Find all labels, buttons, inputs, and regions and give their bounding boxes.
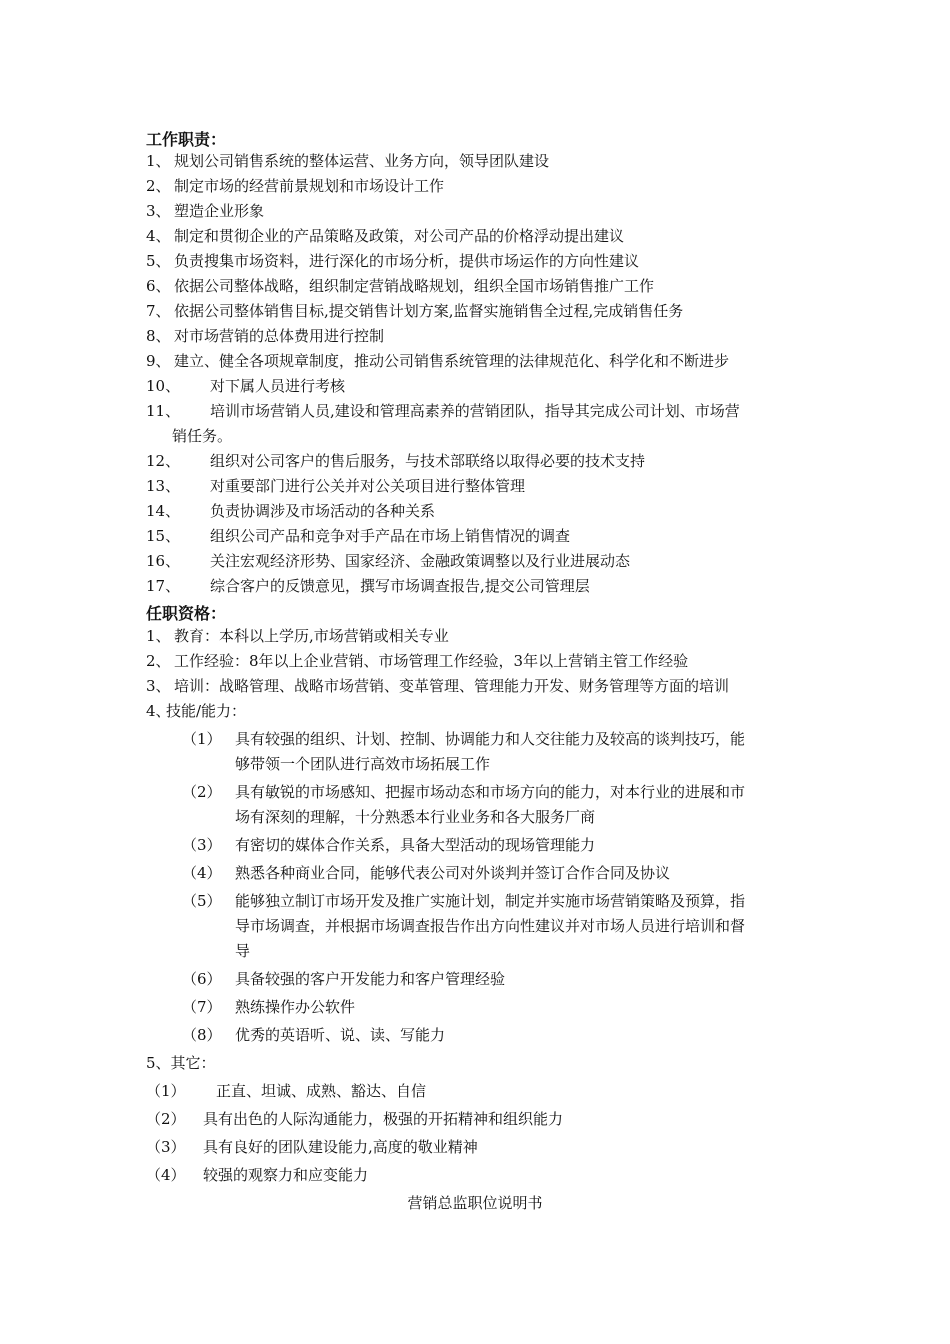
skill-text: 导市场调查，并根据市场调查报告作出方向性建议并对市场人员进行培训和督 <box>235 917 746 935</box>
skill-text: 导 <box>235 942 251 960</box>
skill-text: 场有深刻的理解，十分熟悉本行业业务和各大服务厂商 <box>235 808 596 826</box>
other-number: （4） <box>146 1166 186 1184</box>
skill-number: （1） <box>182 730 222 748</box>
other-text: 具有出色的人际沟通能力，极强的开拓精神和组织能力 <box>203 1110 564 1128</box>
other-number: （1） <box>146 1082 186 1100</box>
others-heading: 5、其它： <box>146 1054 216 1072</box>
duties-heading: 工作职责： <box>146 130 227 149</box>
skill-text: 优秀的英语听、说、读、写能力 <box>235 1026 446 1044</box>
document-page: 工作职责： 1、 规划公司销售系统的整体运营、业务方向，领导团队建设 2、 制定市场的经营前景规划和市场设计工作 3、 塑造企业形象 4、 制定和贯彻企业的产品策略及政策，对公司产品的价格浮动提出建议 5、 负责搜集市场资料，进行深化的市场分析，提供市场运作的方向性建议 6、 依据公司整体战略，组织制定营销战略规划，组织全国市场销售推广工作 7、 依据公司整体销售目标,提交销售计划方案,监督实施销售全过程,完成销售任务 8、 对市场营销的总体费用进行控制 9、 建立、健全各项规章制度，推动公司销售系统管理的法律规范化、科学化和不断进步 10、 对下属人员进行考核 11、 培训市场营销人员,建设和管理高素养的营销团队，指导其完成公司计划、市场营 销任务。 12、 组织对公司客户的售后服务，与技术部联络以取得必要的技术支持 13、 对重要部门进行公关并对公关项目进行整体管理 14、 负责协调涉及市场活动的各种关系 15、 组织公司产品和竞争对手产品在市场上销售情况的调查 16、 关注宏观经济形势、国家经济、金融政策调整以及行业进展动态 17、 综合客户的反馈意见，撰写市场调查报告,提交公司管理层 任职资格： 1、 教育：本科以上学历,市场营销或相关专业 2、 工作经验：8年以上企业营销、市场管理工作经验，3年以上营销主管工作经验 3、 培训：战略管理、战略市场营销、变革管理、管理能力开发、财务管理等方面的培训 4、 技能/能力： （1） 具有较强的组织、计划、控制、协调能力和人交往能力及较高的谈判技巧，能 够带领一个团队进行高效市场拓展工作 （2） 具有敏锐的市场感知、把握市场动态和市场方向的能力，对本行业的进展和市 场有深刻的理解，十分熟悉本行业业务和各大服务厂商 （3） 有密切的媒体合作关系，具备大型活动的现场管理能力 （4） 熟悉各种商业合同，能够代表公司对外谈判并签订合作合同及协议 （5） 能够独立制订市场开发及推广实施计划，制定并实施市场营销策略及预算，指 导市场调查，并根据市场调查报告作出方向性建议并对市场人员进行培训和督 导 （6） 具备较强的客户开发能力和客户管理经验 （7） 熟练操作办公软件 （8） 优秀的英语听、说、读、写能力 5、其它： （1） 正直、坦诚、成熟、豁达、自信 （2） 具有出色的人际沟通能力，极强的开拓精神和组织能力 （3） 具有良好的团队建设能力,高度的敬业精神 （4） 较强的观察力和应变能力 营销总监职位说明书 <box>0 0 950 1344</box>
skill-number: （6） <box>182 970 222 988</box>
skill-text: 具备较强的客户开发能力和客户管理经验 <box>235 970 506 988</box>
skill-text: 能够独立制订市场开发及推广实施计划，制定并实施市场营销策略及预算，指 <box>235 892 746 910</box>
other-text: 具有良好的团队建设能力,高度的敬业精神 <box>203 1138 478 1156</box>
skill-number: （7） <box>182 998 222 1016</box>
skill-text: 有密切的媒体合作关系，具备大型活动的现场管理能力 <box>235 836 596 854</box>
other-number: （3） <box>146 1138 186 1156</box>
skill-text: 熟练操作办公软件 <box>235 998 356 1016</box>
skill-text: 够带领一个团队进行高效市场拓展工作 <box>235 755 491 773</box>
skill-number: （2） <box>182 783 222 801</box>
other-number: （2） <box>146 1110 186 1128</box>
skill-number: （3） <box>182 836 222 854</box>
qualifications-heading: 任职资格： <box>146 604 227 623</box>
skill-number: （4） <box>182 864 222 882</box>
skill-number: （5） <box>182 892 222 910</box>
skill-number: （8） <box>182 1026 222 1044</box>
skill-text: 具有敏锐的市场感知、把握市场动态和市场方向的能力，对本行业的进展和市 <box>235 783 746 801</box>
other-text: 较强的观察力和应变能力 <box>203 1166 369 1184</box>
skill-text: 具有较强的组织、计划、控制、协调能力和人交往能力及较高的谈判技巧，能 <box>235 730 746 748</box>
other-text: 正直、坦诚、成熟、豁达、自信 <box>216 1082 427 1100</box>
skill-text: 熟悉各种商业合同，能够代表公司对外谈判并签订合作合同及协议 <box>235 864 671 882</box>
document-title-footer: 营销总监职位说明书 <box>407 1194 543 1212</box>
duty-item-continuation: 销任务。 <box>172 427 233 445</box>
